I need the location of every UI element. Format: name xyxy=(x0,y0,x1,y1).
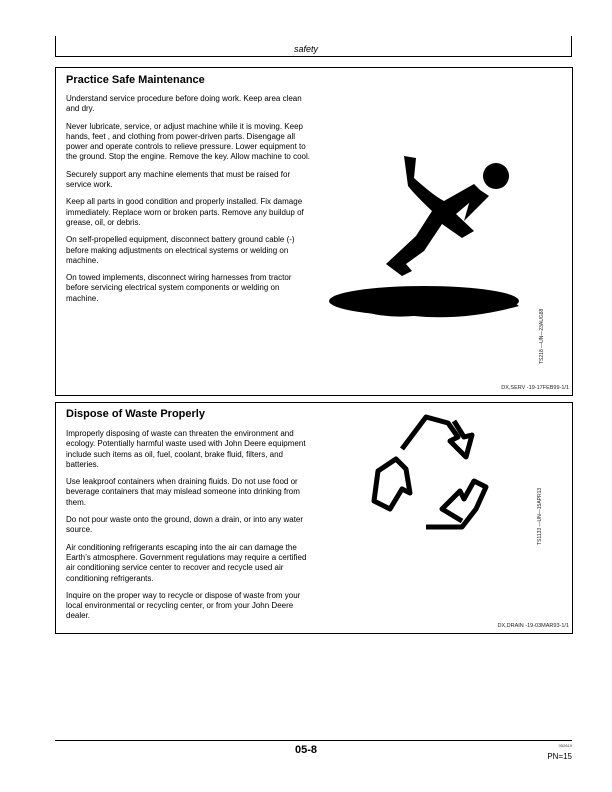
paragraph: Securely support any machine elements that must be raised for service work. xyxy=(66,169,291,190)
figure-code: TS218 —UN—23AUG88 xyxy=(539,308,545,364)
section-body xyxy=(66,429,316,629)
section-body xyxy=(66,94,311,311)
paragraph: On towed implements, disconnect wiring harnesses from tractor before servicing electrical system components or welding on machine. xyxy=(66,273,292,303)
slip-fall-icon xyxy=(324,136,524,326)
paragraph: Keep all parts in good condition and properly installed. Fix damage immediately. Replace worn or broken parts. Remove any buildup of grease, oil, or debris. xyxy=(66,197,304,227)
recycle-icon xyxy=(366,409,501,539)
pn-label: PN=15 xyxy=(547,752,572,761)
section-title: Dispose of Waste Properly xyxy=(66,408,205,420)
figure-code: TS1133 —UN—15APR13 xyxy=(537,487,543,545)
page-header: safety xyxy=(293,44,318,54)
paragraph: Understand service procedure before doing work. Keep area clean and dry. xyxy=(66,94,302,114)
paragraph: Never lubricate, service, or adjust machine while it is moving. Keep hands, feet , and clothing from power-driven parts. Disengage all power and operate controls to relieve pressure. Lower equipment to the ground. Stop the engine. Remove the key. Allow machine to cool. xyxy=(66,121,310,162)
section-dispose-waste xyxy=(55,402,573,634)
paragraph: Air conditioning refrigerants escaping into the air can damage the Earth’s atmosphere. Government regulations may require a certified air conditioning service center to recover and recycle used air conditioning refrigerants. xyxy=(66,542,307,583)
paragraph: On self-propelled equipment, disconnect battery ground cable (-) before making adjustments on electrical systems or welding on machine. xyxy=(66,235,295,265)
section-safe-maintenance xyxy=(55,67,573,396)
reference-code: DX,DRAIN -19-03MAR93-1/1 xyxy=(497,623,569,629)
paragraph: Use leakproof containers when draining fluids. Do not use food or beverage containers that may mislead someone into drinking from them. xyxy=(66,477,300,507)
paragraph: Inquire on the proper way to recycle or dispose of waste from your local environmental or recycling center, or from your John Deere dealer. xyxy=(66,590,301,621)
reference-code: DX,SERV -19-17FEB99-1/1 xyxy=(501,385,569,391)
paragraph: Improperly disposing of waste can threaten the environment and ecology. Potentially harmful waste used with John Deere equipment include such items as oil, fuel, coolant, brake fluid, filters, and batteries. xyxy=(66,429,306,469)
section-title: Practice Safe Maintenance xyxy=(66,74,205,86)
footer-code: 052619 xyxy=(558,743,572,748)
paragraph: Do not pour waste onto the ground, down a drain, or into any water source. xyxy=(66,515,304,535)
footer-rule xyxy=(55,740,572,741)
page-number: 05-8 xyxy=(294,744,318,756)
